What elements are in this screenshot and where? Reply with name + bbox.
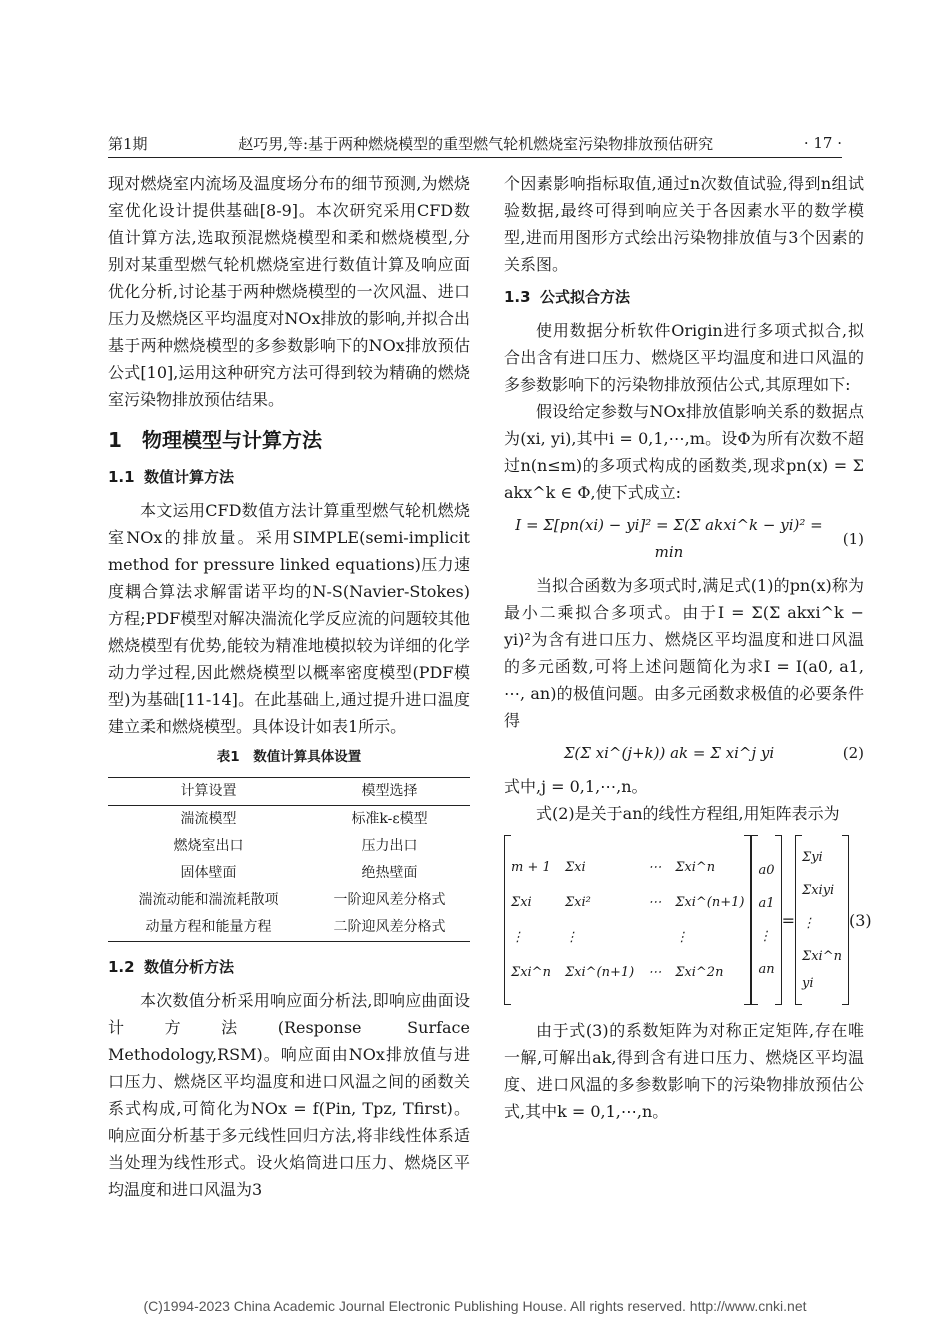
assumption-paragraph: 假设给定参数与NOx排放值影响关系的数据点为(xi, yi),其中i = 0,1,⋯,m。设Φ为所有次数不超过n(n≤m)的多项式构成的函数类,现求pn(x) = Σ akx^k ∈ Φ,使下式成立:: [504, 402, 864, 502]
section-1-1-body: 本文运用CFD数值方法计算重型燃气轮机燃烧室NOx的排放量。采用SIMPLE(semi-implicit method for pressure linked equations)压力速度耦合算法求解雷诺平均的N-S(Navier-Stokes)方程;PDF模型对解决湍流化学反应流的问题较其他燃烧模型有优势,能较为精准地模拟较为详细的化学动力学过程,因此燃烧模型以概率密度模型(PDF模型)为基础[11-14]。在此基础上,通过提升进口温度建立柔和燃烧模型。具体设计如表1所示。: [108, 501, 470, 736]
least-squares-paragraph: 当拟合函数为多项式时,满足式(1)的pn(x)称为最小二乘拟合多项式。由于I = Σ(Σ akxi^k − yi)²为含有进口压力、燃烧区平均温度和进口风温的多元函数,可将上述问题简化为求I = I(a0, a1, ⋯, an)的极值问题。由多元函数求极值的必要条件得: [504, 576, 864, 730]
fitting-intro-paragraph: 使用数据分析软件Origin进行多项式拟合,拟合出含有进口压力、燃烧区平均温度和进口风温的多参数影响下的污染物排放预估公式,其原理如下:: [504, 321, 864, 394]
copyright-footer: (C)1994-2023 China Academic Journal Electronic Publishing House. All rights reserved. http://www.cnki.net: [143, 1298, 807, 1314]
table-cell: 绝热壁面: [361, 865, 418, 881]
section-title: 物理模型与计算方法: [142, 428, 322, 452]
matrix-cell: Σxi^n: [675, 860, 716, 875]
matrix-cell: Σxi: [511, 895, 532, 910]
matrix-cell: ⋮: [675, 930, 689, 945]
table-cell: 固体壁面: [180, 865, 237, 881]
vector-cell: Σxiyi: [802, 882, 835, 898]
settings-table: [108, 777, 470, 942]
issue-number: 第1期: [108, 134, 148, 153]
right-column: [504, 170, 872, 1125]
table-caption: 表1 数值计算具体设置: [216, 749, 362, 765]
table-header-cell: 模型选择: [361, 783, 418, 799]
table-header-cell: 计算设置: [180, 783, 237, 799]
equation-body: I = Σ[pn(xi) − yi]² = Σ(Σ akxi^k − yi)² = min: [515, 516, 823, 561]
table-cell: 动量方程和能量方程: [145, 919, 272, 935]
section-1-heading: [108, 427, 470, 454]
equation-number: (3): [848, 910, 872, 930]
equals-sign: =: [781, 910, 796, 930]
matrix-cell: [648, 924, 661, 951]
vector-cell: a1: [758, 896, 775, 911]
equation-1: [504, 512, 864, 566]
vector-cell: Σyi: [802, 849, 823, 865]
unknown-vector: [751, 835, 781, 1005]
matrix-cell: ⋯: [648, 895, 662, 910]
vector-cell: ⋮: [802, 915, 816, 931]
matrix-cell: Σxi^n: [511, 965, 551, 980]
equation-2: [504, 740, 864, 767]
matrix-intro-paragraph: 式(2)是关于an的线性方程组,用矩阵表示为: [536, 804, 840, 823]
where-clause: 式中,j = 0,1,⋯,n。: [504, 777, 648, 796]
equation-body: Σ(Σ xi^(j+k)) ak = Σ xi^j yi: [563, 744, 775, 762]
table-row: [108, 833, 470, 860]
page-number: · 17 ·: [803, 134, 842, 152]
equation-number: (1): [842, 529, 864, 548]
table-row: [108, 860, 470, 887]
vector-cell: Σxi^n yi: [802, 948, 842, 991]
equation-3-matrix: [504, 835, 872, 1005]
section-title: 公式拟合方法: [540, 288, 631, 306]
section-number: 1.3: [504, 288, 531, 306]
matrix-cell: ⋮: [511, 930, 524, 945]
coefficient-matrix: [504, 835, 751, 1005]
matrix-cell: m + 1: [511, 860, 551, 875]
table-row: [108, 887, 470, 914]
table-cell: 湍流动能和湍流耗散项: [138, 892, 279, 908]
section-title: 数值分析方法: [144, 958, 235, 976]
table-header-row: [108, 778, 470, 806]
matrix-cell: ⋮: [564, 930, 578, 945]
section-1-2-body: 本次数值分析采用响应面分析法,即响应曲面设计方法(Response Surface Methodology,RSM)。响应面由NOx排放值与进口压力、燃烧区平均温度和进口风温之间的函数关系式构成,可简化为NOx = f(Pin, Tpz, Tfirst)。响应面分析基于多元线性回归方法,将非线性体系适当处理为线性形式。设火焰筒进口压力、燃烧区平均温度和进口风温为3: [108, 991, 470, 1199]
header-rule: [108, 157, 842, 158]
section-title: 数值计算方法: [144, 468, 235, 486]
section-number: 1.2: [108, 958, 135, 976]
table-cell: 标准k-ε模型: [351, 811, 428, 827]
vector-cell: a0: [758, 863, 775, 878]
section-number: 1.1: [108, 468, 135, 486]
section-1-3-heading: [504, 284, 864, 311]
matrix-cell: ⋯: [648, 965, 662, 980]
vector-cell: an: [758, 962, 775, 977]
running-title: 赵巧男,等:基于两种燃烧模型的重型燃气轮机燃烧室污染物排放预估研究: [238, 134, 714, 153]
vector-cell: ⋮: [758, 929, 772, 944]
table-cell: 二阶迎风差分格式: [333, 919, 446, 935]
matrix-cell: Σxi^2n: [675, 965, 724, 980]
continued-paragraph: 个因素影响指标取值,通过n次数值试验,得到n组试验数据,最终可得到响应关于各因素水平的数学模型,进而用图形方式绘出污染物排放值与3个因素的关系图。: [504, 174, 864, 274]
section-1-2-heading: [108, 954, 470, 981]
left-column: [108, 170, 470, 1203]
intro-paragraph: 现对燃烧室内流场及温度场分布的细节预测,为燃烧室优化设计提供基础[8-9]。本次研究采用CFD数值计算方法,选取预混燃烧模型和柔和燃烧模型,分别对某重型燃气轮机燃烧室进行数值计算及响应面优化分析,讨论基于两种燃烧模型的一次风温、进口压力及燃烧区平均温度对NOx排放的影响,并拟合出基于两种燃烧模型的多参数影响下的NOx排放预估公式[10],运用这种研究方法可得到较为精确的燃烧室污染物排放预估结果。: [108, 174, 470, 409]
conclusion-paragraph: 由于式(3)的系数矩阵为对称正定矩阵,存在唯一解,可解出ak,得到含有进口压力、燃烧区平均温度、进口风温的多参数影响下的污染物排放预估公式,其中k = 0,1,⋯,n。: [504, 1021, 864, 1121]
table-cell: 一阶迎风差分格式: [333, 892, 446, 908]
table-row: [108, 806, 470, 834]
table-cell: 湍流模型: [180, 811, 237, 827]
matrix-cell: Σxi²: [564, 895, 591, 910]
matrix-cell: Σxi^(n+1): [675, 895, 745, 910]
equation-number: (2): [842, 744, 864, 762]
section-number: 1: [108, 428, 122, 452]
matrix-cell: Σxi^(n+1): [564, 965, 635, 980]
table-row: [108, 914, 470, 942]
section-1-1-heading: [108, 464, 470, 491]
table-cell: 压力出口: [361, 838, 418, 854]
running-header: [108, 128, 842, 158]
rhs-vector: [795, 835, 849, 1005]
table-cell: 燃烧室出口: [173, 838, 244, 854]
matrix-cell: Σxi: [564, 860, 586, 875]
matrix-cell: ⋯: [648, 860, 662, 875]
